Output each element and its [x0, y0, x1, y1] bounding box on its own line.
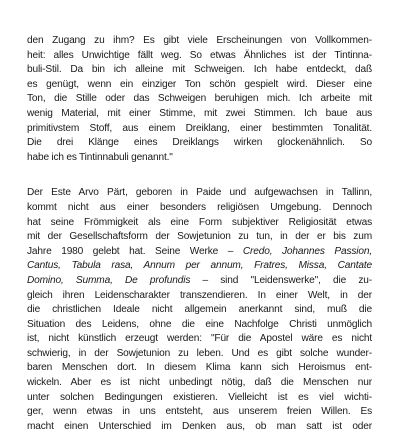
text-line: heit: alles Unwichtige fällt weg. So etwas Ähnliches ist der Tintinna-: [27, 49, 372, 61]
text-line: buli-Stil. Da bin ich alleine mit Schweigen. Ich habe entdeckt, daß: [27, 64, 372, 76]
italic-run: Credo, Johannes Passion,: [242, 245, 372, 257]
paragraph-gap: [27, 165, 372, 186]
paragraph-1: [27, 34, 372, 165]
text-line: gleich ihren Leidenscharakter transzendieren. In einer Welt, in der: [27, 289, 372, 301]
text-line: hat seine Frömmigkeit als eine Form subjektiver Religiosität etwas: [27, 216, 372, 228]
text-line: kommt nicht aus einer besonders religiösen Umgebung. Dennoch: [27, 201, 372, 213]
text-line: [27, 259, 372, 274]
text-line: mit der Gesellschaftsform der Sowjetunion zu tun, in der er bis zum: [27, 231, 372, 243]
italic-run: Domino, Summa, De profundis: [27, 274, 191, 286]
text-line: Situation des Leidens, ohne die eine Nachfolge Christi unmöglich: [27, 318, 372, 330]
text-line: [27, 245, 372, 260]
text-line: habe ich es Tintinnabuli genannt.": [27, 151, 173, 163]
paragraph-2: [27, 186, 372, 434]
text-run: – sind "Leidenswerke", die zu-: [190, 274, 372, 286]
text-line: ger, wenn etwas in uns entsteht, aus unserem freien Willen. Es: [27, 406, 372, 418]
text-line: Der Este Arvo Pärt, geboren in Paide und aufgewachsen in Tallinn,: [27, 187, 372, 199]
text-run: Jahre 1980 gelebt hat. Seine Werke –: [27, 245, 243, 257]
text-line: schwierig, in der Sowjetunion zu leben. Und es gibt solche wunder-: [27, 347, 372, 359]
text-line: wenig Material, mit einer Stimme, mit zwei Stimmen. Ich baue aus: [27, 107, 372, 119]
text-line: es genügt, wenn ein einziger Ton schön gespielt wird. Dieser eine: [27, 78, 372, 90]
text-line: ist, nicht künstlich erzeugt werden: "Für die Apostel wäre es nicht: [27, 333, 372, 345]
italic-run: Cantus, Tabula rasa, Annum per annum, Fratres, Missa, Cantate: [27, 260, 372, 272]
text-line: wickeln. Aber es ist nicht unbedingt nötig, daß die Menschen nur: [27, 377, 372, 389]
text-line: Die drei Klänge eines Dreiklangs wirken glockenähnlich. So: [27, 137, 372, 149]
text-line: unter solchen Bedingungen existieren. Vielleicht ist es viel wichti-: [27, 391, 372, 403]
text-line: [27, 274, 372, 289]
text-line: die christlichen Ideale nicht allgemein anerkannt sind, muß die: [27, 304, 372, 316]
text-line: macht einen Unterschied im Denken aus, ob man satt ist oder: [27, 420, 372, 432]
text-line: primitivstem Stoff, aus einem Dreiklang, einer bestimmten Tonalität.: [27, 122, 372, 134]
text-line: Ton, die Stille oder das Schweigen beruhigen mich. Ich arbeite mit: [27, 93, 372, 105]
text-line: baren Menschen dort. In diesem Klima kann sich Heroismus ent-: [27, 362, 372, 374]
text-line: den Zugang zu ihm? Es gibt viele Erscheinungen von Vollkommen-: [27, 35, 372, 46]
document-page: [27, 34, 372, 434]
